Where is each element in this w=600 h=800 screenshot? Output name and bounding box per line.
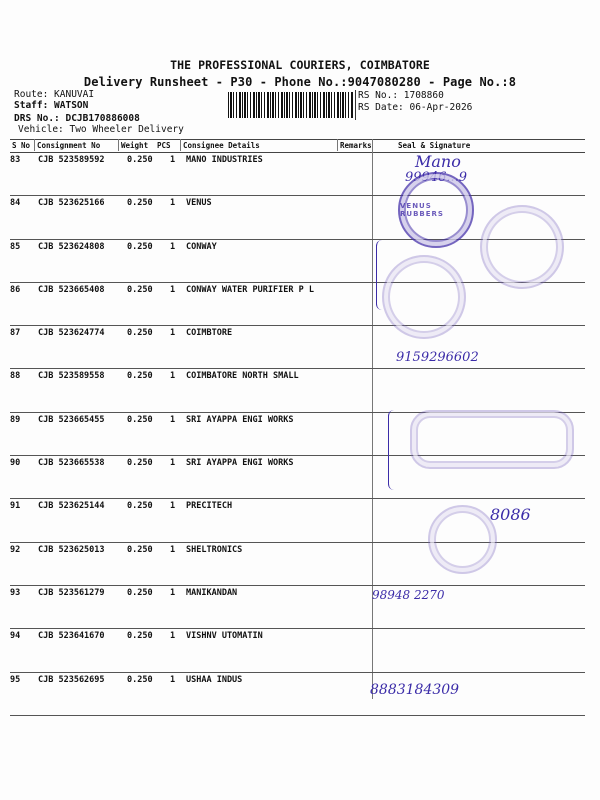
vehicle-label: Vehicle: Two Wheeler Delivery [18, 124, 184, 135]
row-sno: 87 [10, 328, 21, 339]
signature-stroke [388, 410, 407, 490]
row-consignment: CJB 523625166 [38, 198, 105, 209]
row-pcs: 1 [170, 198, 176, 209]
col-pcs: PCS [157, 141, 171, 150]
row-sno: 83 [10, 155, 21, 165]
row-weight: 0.250 [127, 674, 153, 685]
table-row [10, 369, 585, 412]
route-label: Route: KANUVAI [14, 89, 95, 100]
table-row [10, 543, 585, 586]
row-consignment: CJB 523624774 [38, 328, 105, 339]
barcode [228, 92, 353, 118]
row-pcs: 1 [170, 155, 176, 165]
row-weight: 0.250 [127, 631, 153, 642]
row-pcs: 1 [170, 501, 176, 512]
table-row [10, 326, 585, 369]
row-weight: 0.250 [127, 544, 153, 555]
row-consignee: CONWAY WATER PURIFIER P L [186, 284, 314, 295]
row-weight: 0.250 [127, 501, 153, 512]
divider [355, 90, 356, 120]
row-sno: 90 [10, 458, 21, 469]
row-sno: 86 [10, 284, 21, 295]
handwritten-phone: 99946...9 [405, 170, 468, 185]
row-consignment: CJB 523625144 [38, 501, 105, 512]
faint-stamp [410, 410, 574, 469]
row-sno: 91 [10, 501, 21, 512]
company-title: THE PROFESSIONAL COURIERS, COIMBATORE [170, 58, 430, 72]
row-weight: 0.250 [127, 371, 153, 382]
handwritten-phone: 9159296602 [396, 350, 479, 365]
row-consignee: SHELTRONICS [186, 544, 243, 555]
col-consignment: Consignment No [37, 141, 101, 150]
row-weight: 0.250 [127, 414, 153, 425]
company-stamp [398, 172, 474, 248]
grid-line [337, 139, 338, 151]
row-consignee: MANO INDUSTRIES [186, 155, 263, 165]
table-row [10, 283, 585, 326]
signature: Mano [415, 152, 461, 171]
row-pcs: 1 [170, 674, 176, 685]
row-pcs: 1 [170, 587, 176, 598]
col-seal: Seal & Signature [398, 141, 471, 150]
runsheet-subtitle: Delivery Runsheet - P30 - Phone No.:9047080280 - Page No.:8 [83, 75, 517, 89]
row-consignee: COIMBTORE [186, 328, 233, 339]
rs-number: RS No.: 1708860 [358, 90, 444, 101]
table-row [10, 586, 585, 629]
row-consignment: CJB 523641670 [38, 631, 105, 642]
row-consignee: PRECITECH [186, 501, 233, 512]
handwritten-phone: 8883184309 [370, 682, 460, 698]
row-pcs: 1 [170, 371, 176, 382]
row-pcs: 1 [170, 284, 176, 295]
row-weight: 0.250 [127, 241, 153, 252]
row-sno: 88 [10, 371, 21, 382]
row-sno: 84 [10, 198, 21, 209]
row-weight: 0.250 [127, 328, 153, 339]
row-consignee: MANIKANDAN [186, 587, 238, 598]
row-consignment: CJB 523665538 [38, 458, 105, 469]
stamp-text: VENUS RUBBERS [400, 202, 444, 218]
grid-line [118, 139, 119, 151]
table-row [10, 673, 585, 716]
col-remarks: Remarks [340, 141, 372, 150]
row-consignee: COIMBATORE NORTH SMALL [186, 371, 299, 382]
row-sno: 85 [10, 241, 21, 252]
row-consignment: CJB 523625013 [38, 544, 105, 555]
table-header [10, 139, 585, 153]
row-consignment: CJB 523562695 [38, 674, 105, 685]
row-sno: 89 [10, 414, 21, 425]
drs-number: DRS No.: DCJB170886008 [14, 113, 140, 124]
faint-stamp [480, 205, 564, 289]
row-sno: 94 [10, 631, 21, 642]
row-sno: 92 [10, 544, 21, 555]
row-consignment: CJB 523665455 [38, 414, 105, 425]
row-pcs: 1 [170, 328, 176, 339]
signature-stroke [376, 240, 395, 310]
row-weight: 0.250 [127, 155, 153, 165]
row-consignee: VISHNV UTOMATIN [186, 631, 263, 642]
row-consignment: CJB 523665408 [38, 284, 105, 295]
row-consignee: VENUS [186, 198, 212, 209]
row-consignee: USHAA INDUS [186, 674, 243, 685]
row-consignment: CJB 523589558 [38, 371, 105, 382]
row-pcs: 1 [170, 631, 176, 642]
handwritten-phone: 8086 [490, 505, 531, 524]
row-weight: 0.250 [127, 458, 153, 469]
table-row [10, 153, 585, 196]
row-consignment: CJB 523589592 [38, 155, 105, 165]
grid-line [180, 139, 181, 151]
row-consignee: CONWAY [186, 241, 217, 252]
row-pcs: 1 [170, 414, 176, 425]
row-consignment: CJB 523624808 [38, 241, 105, 252]
row-pcs: 1 [170, 241, 176, 252]
col-sno: S No [12, 141, 31, 150]
row-weight: 0.250 [127, 587, 153, 598]
grid-line [34, 139, 35, 151]
row-sno: 95 [10, 674, 21, 685]
row-pcs: 1 [170, 458, 176, 469]
row-consignment: CJB 523561279 [38, 587, 105, 598]
row-consignee: SRI AYAPPA ENGI WORKS [186, 414, 294, 425]
faint-stamp [428, 505, 497, 574]
row-weight: 0.250 [127, 198, 153, 209]
row-consignee: SRI AYAPPA ENGI WORKS [186, 458, 294, 469]
handwritten-phone: 98948 2270 [372, 588, 445, 602]
col-consignee: Consignee Details [183, 141, 260, 150]
rs-date: RS Date: 06-Apr-2026 [358, 102, 473, 113]
staff-label: Staff: WATSON [14, 100, 89, 111]
col-weight: Weight [121, 141, 149, 150]
row-pcs: 1 [170, 544, 176, 555]
row-weight: 0.250 [127, 284, 153, 295]
row-sno: 93 [10, 587, 21, 598]
table-row [10, 629, 585, 672]
